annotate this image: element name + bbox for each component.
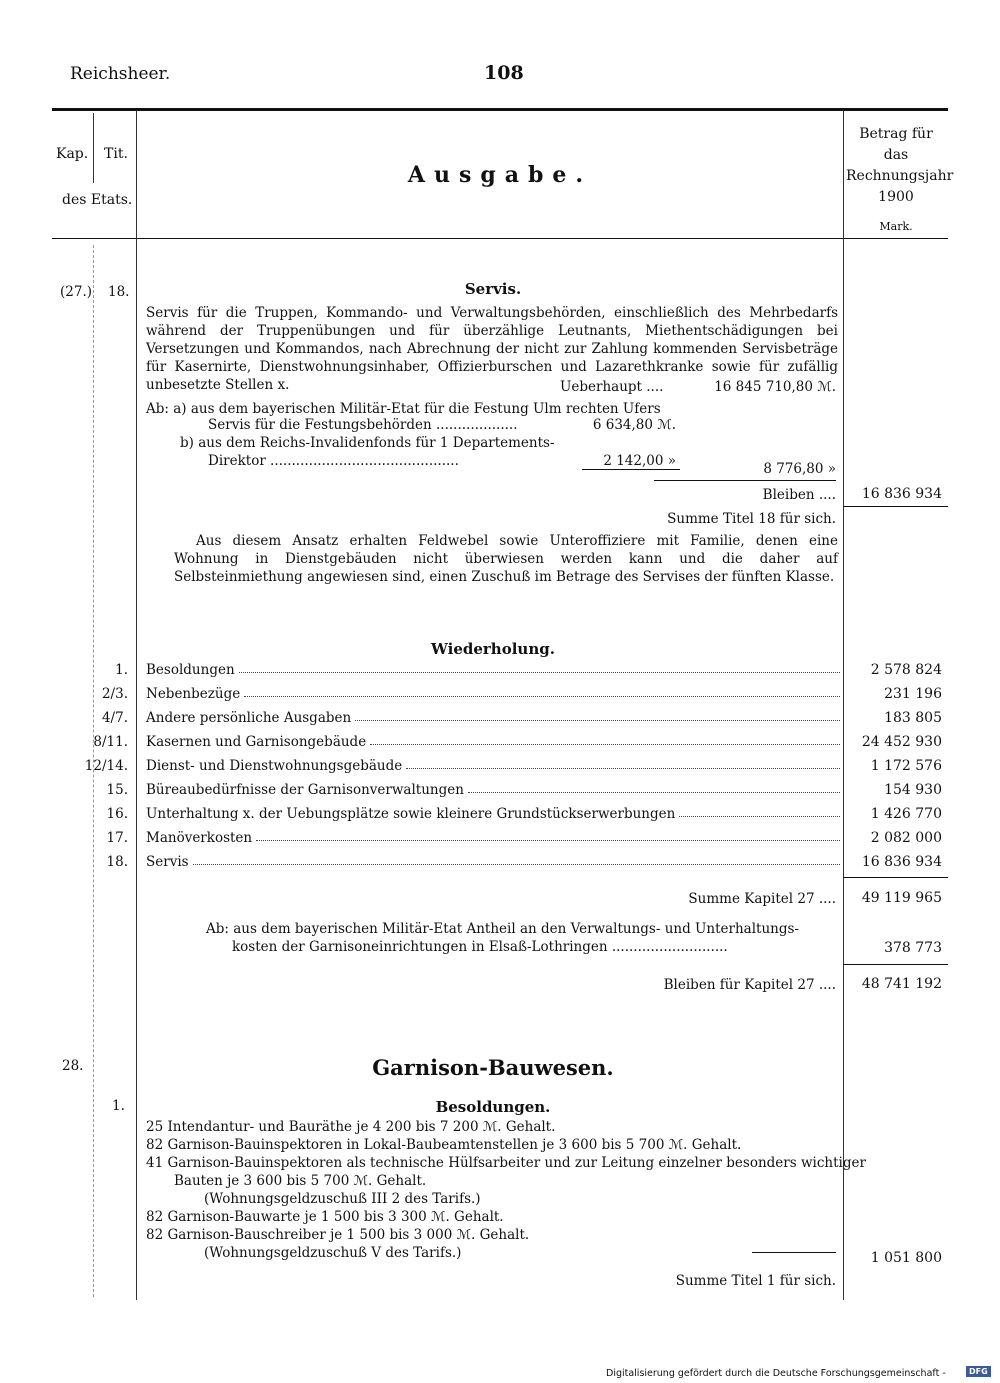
garnison-line: Bauten je 3 600 bis 5 700 ℳ. Gehalt.: [174, 1173, 427, 1189]
ab-a-line1: Ab: a) aus dem bayerischen Militär-Etat für die Festung Ulm rechten Ufers: [146, 401, 661, 417]
rep-row: [146, 662, 840, 678]
leader-dots: [406, 758, 840, 769]
kapitel-ab-line2: kosten der Garnisoneinrichtungen in Elsaß-Lothringen ...........................: [232, 939, 728, 955]
servis-description: Servis für die Truppen, Kommando- und Verwaltungsbehörden, einschließlich des Mehrbedarfs während der Truppenübungen und für überzählige Leutnants, Miethentschädigungen bei Versetzungen und Kommandos, nach Abrechnung der nicht zur Zahlung kommenden Servisbeträge für Kasernirte, Dienstwohnungsinhaber, Offizierburschen und Lazarethkranke sowie für zufällig unbesetzte Stellen x.: [146, 305, 838, 393]
rep-value: 183 805: [884, 710, 942, 726]
ausgabe-heading: Ausgabe.: [407, 162, 593, 188]
rep-label: Kasernen und Garnisongebäude: [146, 734, 367, 750]
garnison-titel: 1.: [112, 1098, 125, 1114]
leader-dots: [355, 710, 840, 721]
ab-total-underline: [654, 480, 836, 481]
kapitel-summe-label: Summe Kapitel 27 ....: [688, 891, 836, 907]
garnison-total-value: 1 051 800: [870, 1250, 942, 1266]
kapitel-bleiben-label: Bleiben für Kapitel 27 ....: [663, 977, 836, 993]
rep-row: [146, 734, 840, 750]
rep-titel: 8/11.: [93, 734, 128, 750]
rep-value: 1 426 770: [870, 806, 942, 822]
running-title: Reichsheer.: [70, 64, 171, 84]
digitization-credit: Digitalisierung gefördert durch die Deutsche Forschungsgemeinschaft -: [606, 1368, 946, 1379]
rep-titel: 18.: [106, 854, 128, 870]
garnison-line: 25 Intendantur- und Bauräthe je 4 200 bis 7 200 ℳ. Gehalt.: [146, 1119, 556, 1135]
leader-dots: [193, 854, 840, 865]
ueberhaupt-value: 16 845 710,80 ℳ.: [714, 379, 836, 395]
ab-a-value: 6 634,80 ℳ.: [592, 417, 676, 433]
rep-titel: 2/3.: [101, 686, 128, 702]
wiederholung-heading: Wiederholung.: [431, 640, 555, 658]
dfg-logo: DFG: [966, 1366, 991, 1377]
rep-value: 154 930: [884, 782, 942, 798]
rep-label: Besoldungen: [146, 662, 235, 678]
servis-heading: Servis.: [464, 280, 522, 298]
rep-row: [146, 854, 840, 870]
kapitel-ab-value: 378 773: [884, 940, 942, 956]
leader-dots: [239, 662, 840, 673]
leader-dots: [468, 782, 840, 793]
rep-titel: 16.: [106, 806, 128, 822]
rep-value: 24 452 930: [861, 734, 942, 750]
leader-dots: [256, 830, 840, 841]
rep-row: [146, 806, 840, 822]
rep-titel: 12/14.: [84, 758, 128, 774]
tit-column-header: Tit.: [104, 146, 128, 162]
rep-row: [146, 830, 840, 846]
garnison-line: (Wohnungsgeldzuschuß III 2 des Tarifs.): [204, 1191, 481, 1207]
servis-bleiben-label: Bleiben ....: [762, 487, 836, 503]
rep-value: 231 196: [884, 686, 942, 702]
servis-note: Aus diesem Ansatz erhalten Feldwebel sowie Unteroffiziere mit Familie, denen eine Wohnung in Dienstgebäuden nicht überwiesen werden kann und die daher auf Selbsteinmiethung angewiesen sind, einen Zuschuß im Betrage des Servises der fünften Klasse.: [174, 533, 838, 585]
rep-label: Nebenbezüge: [146, 686, 241, 702]
ab-b-value: 2 142,00 »: [603, 453, 676, 469]
servis-titel: 18.: [108, 284, 130, 300]
garnison-kapitel: 28.: [62, 1058, 84, 1074]
tit-text-divider: [136, 110, 137, 1300]
rep-label: Andere persönliche Ausgaben: [146, 710, 352, 726]
garnison-line: (Wohnungsgeldzuschuß V des Tarifs.): [204, 1245, 462, 1261]
garnison-line: 82 Garnison-Bauinspektoren in Lokal-Baubeamtenstellen je 3 600 bis 5 700 ℳ. Gehalt.: [146, 1137, 742, 1153]
garnison-subheading: Besoldungen.: [435, 1098, 551, 1116]
garnison-line: 41 Garnison-Bauinspektoren als technische Hülfsarbeiter und zur Leitung einzelner besonders wichtiger: [146, 1155, 866, 1171]
rep-row: [146, 758, 840, 774]
page-number: 108: [484, 62, 524, 84]
rep-label: Manöverkosten: [146, 830, 253, 846]
rep-value: 1 172 576: [870, 758, 942, 774]
rep-label: Unterhaltung x. der Uebungsplätze sowie kleinere Grundstückserwerbungen: [146, 806, 676, 822]
des-etats-header: des Etats.: [62, 192, 133, 208]
leader-dots: [244, 686, 840, 697]
rep-row: [146, 710, 840, 726]
servis-bleiben-value: 16 836 934: [861, 486, 942, 502]
ab-b-line2: Direktor ............................................: [208, 453, 459, 469]
garnison-summe-label: Summe Titel 1 für sich.: [675, 1273, 836, 1289]
text-amount-divider: [843, 110, 844, 1300]
garnison-total-rule: [752, 1252, 836, 1253]
betrag-column-header: Betrag für das Rechnungsjahr 1900: [846, 126, 954, 205]
leader-dots: [679, 806, 840, 817]
rep-value: 2 082 000: [870, 830, 942, 846]
kapitel-ab-line1: Ab: aus dem bayerischen Militär-Etat Antheil an den Verwaltungs- und Unterhaltungs-: [206, 921, 799, 937]
garnison-line: 82 Garnison-Bauwarte je 1 500 bis 3 300 ℳ. Gehalt.: [146, 1209, 504, 1225]
kap-tit-divider-top: [93, 113, 94, 183]
garnison-line: 82 Garnison-Bauschreiber je 1 500 bis 3 000 ℳ. Gehalt.: [146, 1227, 530, 1243]
rep-titel: 1.: [115, 662, 128, 678]
rep-value: 2 578 824: [870, 662, 942, 678]
leader-dots: [370, 734, 840, 745]
servis-summe-label: Summe Titel 18 für sich.: [667, 511, 836, 527]
ab-total-value: 8 776,80 »: [763, 461, 836, 477]
rep-titel: 15.: [106, 782, 128, 798]
rep-titel: 17.: [106, 830, 128, 846]
ab-b-underline: [582, 469, 680, 470]
ab-a-line2: Servis für die Festungsbehörden ...................: [208, 417, 518, 433]
top-rule: [52, 108, 948, 111]
rep-value: 16 836 934: [861, 854, 942, 870]
rep-titel: 4/7.: [101, 710, 128, 726]
kapitel-bleiben-value: 48 741 192: [861, 976, 942, 992]
kap-column-header: Kap.: [56, 146, 89, 162]
rep-row: [146, 782, 840, 798]
wiederholung-sum-rule: [843, 877, 948, 878]
rep-row: [146, 686, 840, 702]
servis-amount-rule: [843, 506, 948, 507]
kapitel-ab-rule: [843, 964, 948, 965]
ab-b-line1: b) aus dem Reichs-Invalidenfonds für 1 Departements-: [180, 435, 555, 451]
garnison-heading: Garnison-Bauwesen.: [372, 1055, 614, 1080]
rep-label: Dienst- und Dienstwohnungsgebäude: [146, 758, 403, 774]
servis-kapitel: (27.): [60, 284, 93, 300]
header-rule: [52, 238, 948, 239]
mark-unit-label: Mark.: [879, 220, 913, 233]
rep-label: Servis: [146, 854, 189, 870]
rep-label: Büreaubedürfnisse der Garnisonverwaltungen: [146, 782, 464, 798]
ueberhaupt-label: Ueberhaupt ....: [560, 379, 664, 395]
kapitel-summe-value: 49 119 965: [861, 890, 942, 906]
